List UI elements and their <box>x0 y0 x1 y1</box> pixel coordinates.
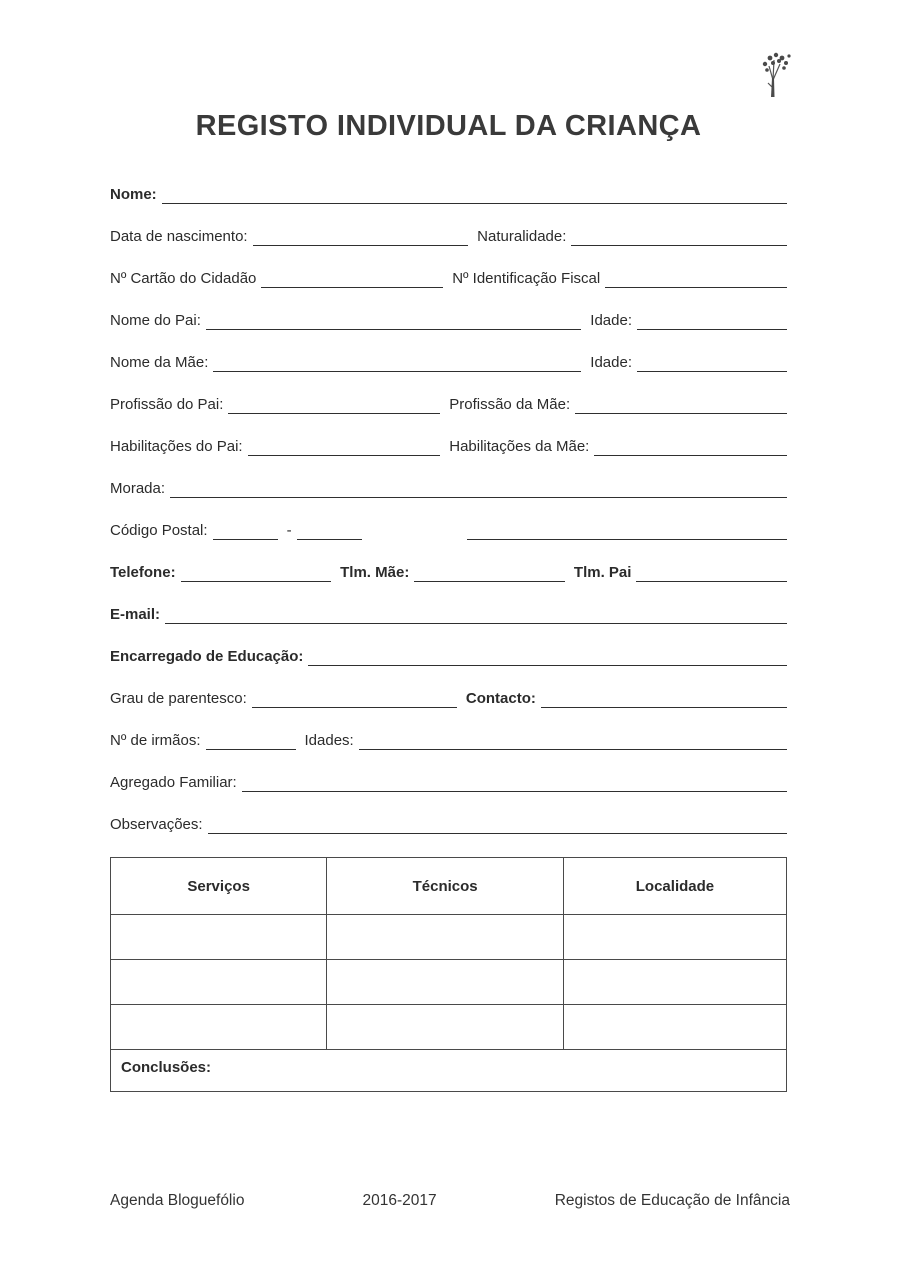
codigo-postal-label: Código Postal: <box>110 522 208 539</box>
nome-mae-label: Nome da Mãe: <box>110 354 209 371</box>
grau-parentesco-label: Grau de parentesco: <box>110 690 247 707</box>
field-row-telefones <box>110 563 787 582</box>
footer-center: 2016-2017 <box>362 1192 437 1209</box>
table-row <box>111 1005 787 1050</box>
field-row-nascimento-naturalidade <box>110 227 787 246</box>
agregado-familiar-label: Agregado Familiar: <box>110 774 237 791</box>
tlm-pai-line <box>636 566 787 582</box>
idade-mae-line <box>637 356 787 372</box>
data-nascimento-label: Data de nascimento: <box>110 228 248 245</box>
identificacao-fiscal-line <box>605 272 787 288</box>
codigo-postal-line-1 <box>213 524 278 540</box>
nome-mae-line <box>213 356 581 372</box>
field-row-observacoes <box>110 815 787 834</box>
field-row-codigo-postal <box>110 521 787 540</box>
column-header-servicos: Serviços <box>111 858 327 915</box>
idade-pai-line <box>637 314 787 330</box>
field-row-email <box>110 605 787 624</box>
telefone-label: Telefone: <box>110 564 176 581</box>
num-irmaos-label: Nº de irmãos: <box>110 732 201 749</box>
column-header-localidade: Localidade <box>563 858 786 915</box>
localidade-line <box>467 524 787 540</box>
profissao-mae-label: Profissão da Mãe: <box>449 396 571 413</box>
habilitacoes-pai-line <box>248 440 441 456</box>
identificacao-fiscal-label: Nº Identificação Fiscal <box>452 270 601 287</box>
observacoes-label: Observações: <box>110 816 203 833</box>
field-row-morada <box>110 479 787 498</box>
field-row-nome-mae <box>110 353 787 372</box>
telefone-line <box>181 566 332 582</box>
table-row <box>111 915 787 960</box>
naturalidade-label: Naturalidade: <box>477 228 567 245</box>
table-cell <box>563 915 786 960</box>
email-label: E-mail: <box>110 606 161 623</box>
tlm-mae-line <box>414 566 565 582</box>
table-cell <box>563 960 786 1005</box>
table-cell <box>327 1005 564 1050</box>
contacto-label: Contacto: <box>465 690 536 707</box>
naturalidade-line <box>571 230 787 246</box>
table-cell <box>111 1005 327 1050</box>
data-nascimento-line <box>253 230 469 246</box>
habilitacoes-mae-line <box>594 440 787 456</box>
tree-logo-icon <box>753 50 793 100</box>
idades-label: Idades: <box>304 732 354 749</box>
grau-parentesco-line <box>252 692 457 708</box>
habilitacoes-mae-label: Habilitações da Mãe: <box>449 438 590 455</box>
field-row-encarregado <box>110 647 787 666</box>
field-row-irmaos <box>110 731 787 750</box>
num-irmaos-line <box>206 734 296 750</box>
table-cell <box>327 960 564 1005</box>
idades-line <box>359 734 787 750</box>
footer-right: Registos de Educação de Infância <box>554 1192 790 1209</box>
encarregado-line <box>308 650 787 666</box>
morada-line <box>170 482 787 498</box>
child-record-form <box>110 185 787 834</box>
idade-pai-label: Idade: <box>590 312 632 329</box>
field-row-cartao-fiscal <box>110 269 787 288</box>
field-row-habilitacoes <box>110 437 787 456</box>
column-header-tecnicos: Técnicos <box>327 858 564 915</box>
field-row-parentesco-contacto <box>110 689 787 708</box>
cartao-cidadao-label: Nº Cartão do Cidadão <box>110 270 257 287</box>
profissao-pai-label: Profissão do Pai: <box>110 396 224 413</box>
field-row-profissoes <box>110 395 787 414</box>
table-cell <box>111 960 327 1005</box>
page-footer <box>110 1192 790 1210</box>
agregado-familiar-line <box>242 776 787 792</box>
tlm-pai-label: Tlm. Pai <box>573 564 632 581</box>
codigo-postal-separator: - <box>286 522 292 539</box>
field-row-nome-pai <box>110 311 787 330</box>
tlm-mae-label: Tlm. Mãe: <box>340 564 410 581</box>
footer-left: Agenda Bloguefólio <box>110 1192 245 1209</box>
table-row <box>111 960 787 1005</box>
profissao-mae-line <box>575 398 787 414</box>
contacto-line <box>541 692 787 708</box>
table-cell <box>563 1005 786 1050</box>
codigo-postal-line-2 <box>297 524 362 540</box>
field-row-agregado <box>110 773 787 792</box>
encarregado-label: Encarregado de Educação: <box>110 648 304 665</box>
table-cell <box>327 915 564 960</box>
idade-mae-label: Idade: <box>590 354 632 371</box>
table-cell <box>111 915 327 960</box>
conclusions-label: Conclusões: <box>111 1050 787 1092</box>
conclusions-row <box>111 1050 787 1092</box>
page-title: REGISTO INDIVIDUAL DA CRIANÇA <box>195 110 702 142</box>
email-line <box>165 608 787 624</box>
nome-line <box>162 188 787 204</box>
morada-label: Morada: <box>110 480 166 497</box>
observacoes-line <box>208 818 787 834</box>
profissao-pai-line <box>228 398 440 414</box>
cartao-cidadao-line <box>261 272 443 288</box>
table-header-row <box>111 858 787 915</box>
nome-label: Nome: <box>110 186 157 203</box>
habilitacoes-pai-label: Habilitações do Pai: <box>110 438 243 455</box>
services-table <box>110 857 787 1092</box>
nome-pai-label: Nome do Pai: <box>110 312 201 329</box>
field-row-nome <box>110 185 787 204</box>
nome-pai-line <box>206 314 581 330</box>
